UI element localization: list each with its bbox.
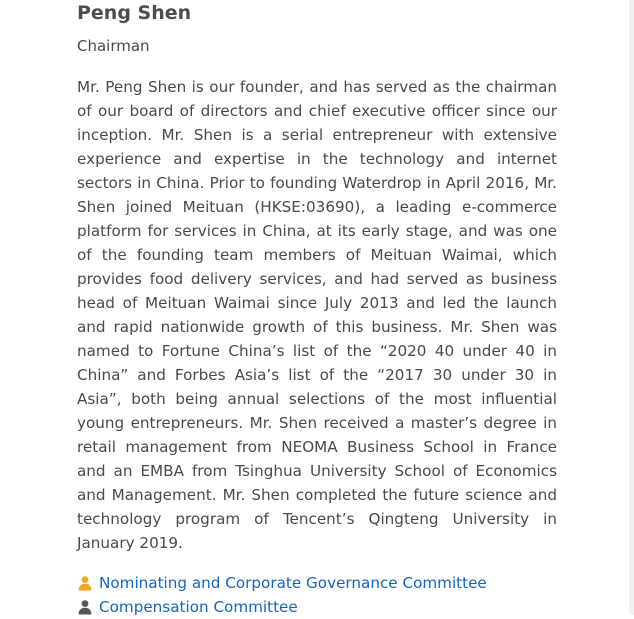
person-member-icon — [77, 599, 93, 615]
director-bio-card — [77, 0, 557, 619]
director-bio: Mr. Peng Shen is our founder, and has served as the chairman of our board of directors and chief executive officer since our inception. Mr. Shen is a serial entrepreneur with extensive experience and expertise in the technology and internet sectors in China. Prior to founding Waterdrop in April 2016, Mr. Shen joined Meituan (HKSE:03690), a leading e-commerce platform for services in China, at its early stage, and was one of the founding team members of Meituan Waimai, which provides food delivery services, and had served as business head of Meituan Waimai since July 2013 and led the launch and rapid nationwide growth of this business. Mr. Shen was named to Fortune China’s list of the “2020 40 under 40 in China” and Forbes Asia’s list of the “2017 30 under 30 in Asia”, both being annual selections of the most influential young entrepreneurs. Mr. Shen received a master’s degree in retail management from NEOMA Business School in France and an EMBA from Tsinghua University School of Economics and Management. Mr. Shen completed the future science and technology program of Tencent’s Qingteng University in January 2019. — [77, 78, 557, 552]
scrollbar-track[interactable] — [629, 0, 634, 615]
committee-list — [77, 571, 557, 619]
committee-item-nominating[interactable] — [77, 571, 557, 595]
committee-link-nominating[interactable]: Nominating and Corporate Governance Committee — [99, 574, 487, 592]
director-title: Chairman — [77, 37, 150, 55]
committee-item-compensation[interactable] — [77, 595, 557, 619]
person-chair-icon — [77, 575, 93, 591]
committee-link-compensation[interactable]: Compensation Committee — [99, 598, 298, 616]
director-name: Peng Shen — [77, 2, 192, 24]
